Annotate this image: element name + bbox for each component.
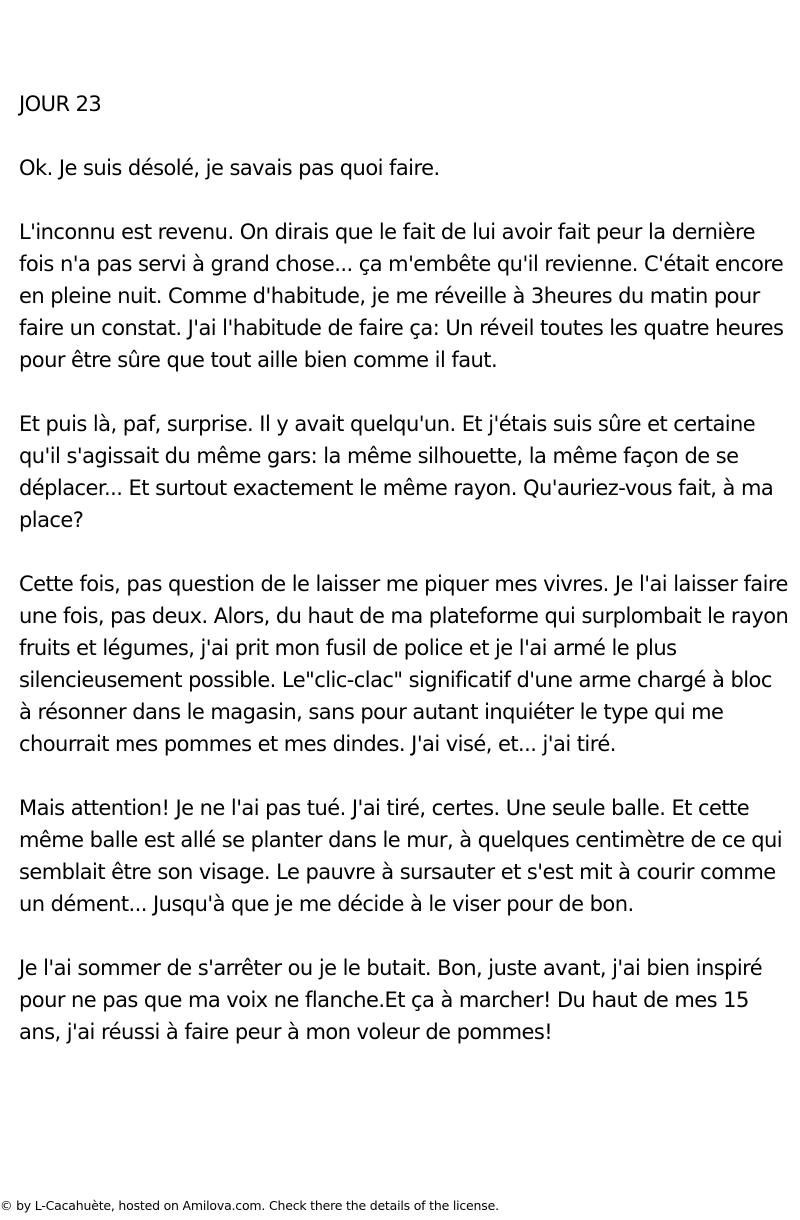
paragraph-2: L'inconnu est revenu. On dirais que le fait de lui avoir fait peur la dernière fois n'a pas servi à grand chose... ça m'embête qu'il revienne. C'était encore en pleine nuit. Comme d'habitude, je me réveille à 3heures du matin pour faire un constat. J'ai l'habitude de faire ça: Un réveil toutes les quatre heures pour être sûre que tout aille bien comme il faut. xyxy=(19,220,784,372)
license-footer: © by L-Cacahuète, hosted on Amilova.com. Check there the details of the license. xyxy=(0,1198,499,1213)
paragraph-3: Et puis là, paf, surprise. Il y avait quelqu'un. Et j'étais suis sûre et certaine qu'il s'agissait du même gars: la même silhouette, la même façon de se déplacer... Et surtout exactement le même rayon. Qu'auriez-vous fait, à ma place? xyxy=(19,412,774,532)
document-title: JOUR 23 xyxy=(19,92,102,116)
paragraph-4: Cette fois, pas question de le laisser me piquer mes vivres. Je l'ai laisser faire une fois, pas deux. Alors, du haut de ma plateforme qui surplombait le rayon fruits et légumes, j'ai prit mon fusil de police et je l'ai armé le plus silencieusement possible. Le"clic-clac" significatif d'une arme chargé à bloc à résonner dans le magasin, sans pour autant inquiéter le type qui me chourrait mes pommes et mes dindes. J'ai visé, et... j'ai tiré. xyxy=(19,572,789,756)
paragraph-6: Je l'ai sommer de s'arrêter ou je le butait. Bon, juste avant, j'ai bien inspiré pour ne pas que ma voix ne flanche.Et ça à marcher! Du haut de mes 15 ans, j'ai réussi à faire peur à mon voleur de pommes! xyxy=(19,956,763,1044)
paragraph-5: Mais attention! Je ne l'ai pas tué. J'ai tiré, certes. Une seule balle. Et cette même balle est allé se planter dans le mur, à quelques centimètre de ce qui semblait être son visage. Le pauvre à sursauter et s'est mit à courir comme un dément... Jusqu'à que je me décide à le viser pour de bon. xyxy=(19,796,783,916)
document-body xyxy=(19,88,789,1080)
paragraph-1: Ok. Je suis désolé, je savais pas quoi faire. xyxy=(19,156,440,180)
